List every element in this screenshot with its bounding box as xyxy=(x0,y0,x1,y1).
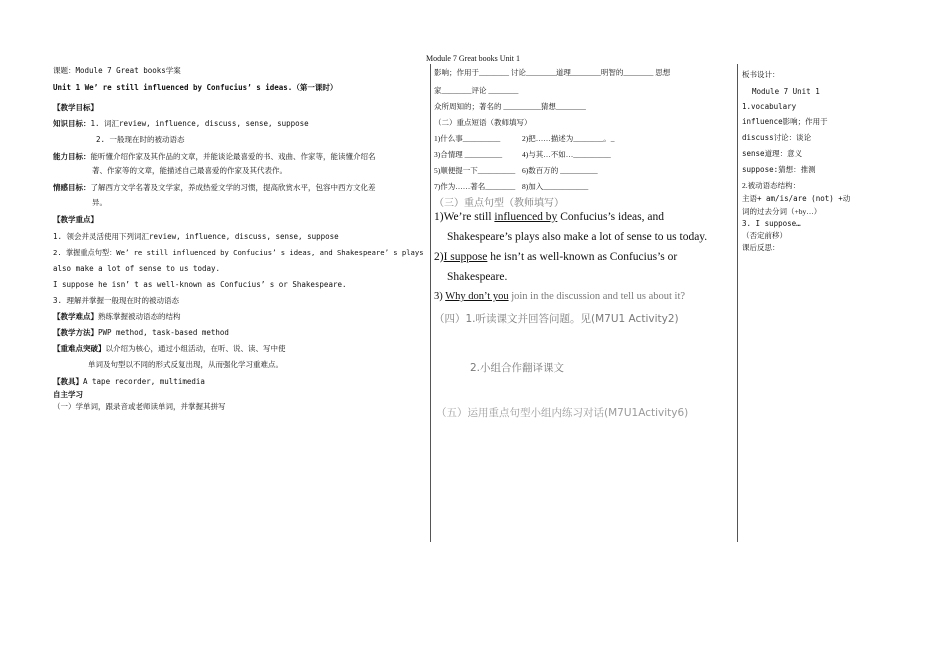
knowledge-label: 知识目标： xyxy=(53,119,91,128)
section-4-item-2: 2.小组合作翻译课文 xyxy=(470,362,565,374)
phrase-7: 7)作为……著名________ xyxy=(434,182,516,191)
board-line-10: （否定前移） xyxy=(742,231,787,240)
board-title: 板书设计： xyxy=(742,70,780,79)
emotion-goal xyxy=(53,182,376,193)
phrase-3: 3)合情理 __________ xyxy=(434,150,503,159)
difficulty-label: 【教学难点】 xyxy=(53,312,98,321)
sentence-3 xyxy=(434,291,685,302)
sentence-1-underlined: influenced by xyxy=(494,211,558,223)
key-point-1: 1. 领会并灵活使用下列词汇review, influence, discuss, sense, suppose xyxy=(53,232,339,241)
board-line-3: discuss讨论：谈论 xyxy=(742,133,812,142)
breakthrough-line-1: 以介绍为核心，通过小组活动，在听、说、读、写中使 xyxy=(105,344,286,353)
breakthrough-line-2: 单词及句型以不同的形式反复出现，从而强化学习重难点。 xyxy=(88,360,283,369)
phrase-1: 1)什么事__________ xyxy=(434,134,501,143)
board-line-5: suppose:猜想：推测 xyxy=(742,165,816,174)
self-study-step-1: （一）学单词，跟录音或老师读单词，并掌握其拼写 xyxy=(53,402,226,411)
page-header-title: Module 7 Great books Unit 1 xyxy=(426,54,520,63)
key-point-3: 3. 理解并掌握一般现在时的被动语态 xyxy=(53,296,180,305)
lesson-title: 课题：Module 7 Great books学案 xyxy=(53,66,181,75)
method xyxy=(53,327,229,338)
sentence-1 xyxy=(434,211,664,223)
sentences-heading: （三）重点句型（教师填写） xyxy=(434,198,564,209)
sentence-2-post: he isn’t as well-known as Confucius’s or xyxy=(487,251,678,263)
sentence-2-line-2: Shakespeare. xyxy=(447,271,508,283)
sentence-1-line-2: Shakespeare’s plays also make a lot of sense to us today. xyxy=(447,231,708,243)
column-divider-left xyxy=(430,64,431,542)
tools-label: 【教具】 xyxy=(53,377,83,386)
sentence-2-pre: 2) xyxy=(434,251,444,263)
method-text: PWP method, task-based method xyxy=(98,328,229,337)
sentence-2-underlined: I suppose xyxy=(443,251,488,263)
tools-text: A tape recorder, multimedia xyxy=(83,377,205,386)
board-unit: Module 7 Unit 1 xyxy=(752,87,820,96)
knowledge-line-2: 2. 一般现在时的被动语态 xyxy=(96,135,185,144)
vocab-line-2: 家________评论 ________ xyxy=(434,86,519,95)
phrase-2: 2)把……描述为________。_ xyxy=(522,134,615,143)
difficulty-text: 熟练掌握被动语态的结构 xyxy=(98,312,181,321)
knowledge-line-1: 1. 词汇review, influence, discuss, sense, suppose xyxy=(90,119,309,128)
sentence-1-pre: 1)We’re still xyxy=(434,211,495,223)
phrase-8: 8)加入____________ xyxy=(522,182,589,191)
phrase-5: 5)顺便提一下__________ xyxy=(434,166,516,175)
vocab-line-1: 影响；作用于________ 讨论________道理________明智的________ 思想 xyxy=(434,68,671,77)
ability-line-1: 能听懂介绍作家及其作品的文章，并能谈论最喜爱的书、戏曲、作家等，能读懂介绍名 xyxy=(90,152,376,161)
phrase-6: 6)数百万的 __________ xyxy=(522,166,598,175)
ability-goal xyxy=(53,151,376,162)
goals-heading: 【教学目标】 xyxy=(53,103,98,112)
phrases-heading: （二）重点短语（教师填写） xyxy=(434,118,532,127)
vocab-line-3: 众所周知的；著名的 __________猜想________ xyxy=(434,102,586,111)
key-point-2-cont: also make a lot of sense to us today. xyxy=(53,264,221,273)
emotion-label: 情感目标： xyxy=(53,183,91,192)
board-line-9: 3. I suppose… xyxy=(742,219,801,228)
board-line-7: 主语+ am/is/are (not) +动 xyxy=(742,194,851,203)
breakthrough-label: 【重难点突破】 xyxy=(53,344,106,353)
board-line-2: influence影响；作用于 xyxy=(742,117,828,126)
ability-line-2: 著、作家等的文章，能描述自己最喜爱的作家及其代表作。 xyxy=(92,166,287,175)
key-point-2: 2. 掌握重点句型：We’ re still influenced by Confucius’ s ideas, and Shakespeare’ s plays xyxy=(53,248,424,257)
knowledge-goal xyxy=(53,118,309,129)
sentence-3-underlined: Why don’t you xyxy=(445,291,509,302)
board-reflection: 课后反思： xyxy=(742,243,780,252)
section-5: （五）运用重点句型小组内练习对话(M7U1Activity6) xyxy=(436,407,689,419)
difficulty xyxy=(53,311,181,322)
sentence-2 xyxy=(434,251,677,263)
sentence-3-pre: 3) xyxy=(434,291,446,302)
breakthrough xyxy=(53,343,286,354)
column-divider-right xyxy=(737,64,738,542)
key-points-heading: 【教学重点】 xyxy=(53,215,98,224)
board-line-6: 2.被动语态结构： xyxy=(742,181,801,190)
board-line-8: 词的过去分词（+by…） xyxy=(742,207,822,216)
board-line-4: sense道理：意义 xyxy=(742,149,803,158)
sentence-3-post: join in the discussion and tell us about it? xyxy=(508,291,686,302)
phrase-4: 4)与其…不如…__________ xyxy=(522,150,611,159)
self-study-heading: 自主学习 xyxy=(53,390,83,399)
section-4: （四）1.听读课文并回答问题。见(M7U1 Activity2) xyxy=(434,313,679,325)
emotion-line-2: 异。 xyxy=(92,198,107,207)
sentence-1-post: Confucius’s ideas, and xyxy=(557,211,664,223)
unit-title: Unit 1 We’ re still influenced by Confucius’ s ideas.（第一课时） xyxy=(53,83,338,92)
method-label: 【教学方法】 xyxy=(53,328,98,337)
ability-label: 能力目标： xyxy=(53,152,91,161)
emotion-line-1: 了解西方文学名著及文学家，养成热爱文学的习惯，提高欣赏水平，包容中西方文化差 xyxy=(90,183,376,192)
key-point-sentence: I suppose he isn’ t as well-known as Confucius’ s or Shakespeare. xyxy=(53,280,347,289)
tools xyxy=(53,376,205,387)
board-line-1: 1.vocabulary xyxy=(742,102,797,111)
